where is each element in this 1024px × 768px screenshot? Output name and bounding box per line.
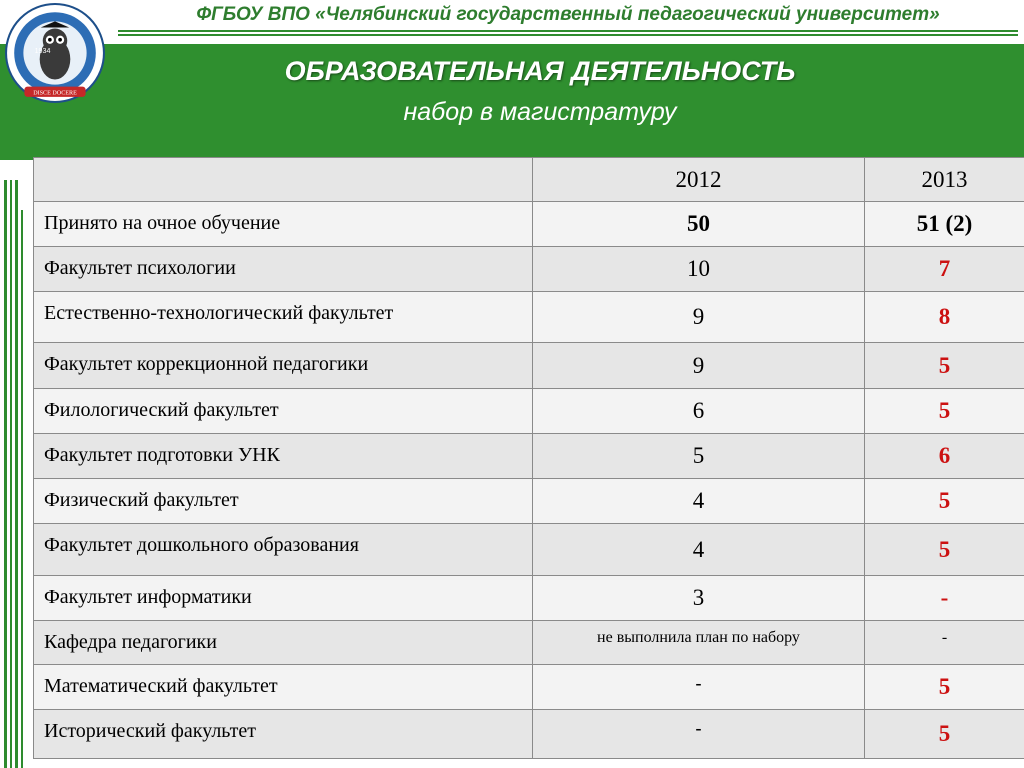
page-title: ОБРАЗОВАТЕЛЬНАЯ ДЕЯТЕЛЬНОСТЬ [284,56,796,86]
top-bar [0,0,1024,36]
row-label: Естественно-технологический факультет [34,292,533,343]
value-2012: 4 [533,479,865,524]
logo-year: 1934 [34,47,51,55]
left-decoration [4,180,28,768]
value-2013: 7 [865,247,1024,292]
header-cell-blank [34,158,533,202]
value-2013: 8 [865,292,1024,343]
value-2012: 10 [533,247,865,292]
row-label: Факультет дошкольного образования [34,524,533,576]
row-label: Факультет информатики [34,576,533,621]
owl-emblem-icon [4,2,106,104]
value-2012: 9 [533,343,865,389]
value-2012: 4 [533,524,865,576]
row-label: Факультет психологии [34,247,533,292]
table-row [34,524,1024,576]
value-2013: - [865,621,1024,665]
value-2012: 3 [533,576,865,621]
table-row [34,247,1024,292]
row-label: Исторический факультет [34,710,533,759]
value-2013: 5 [865,710,1024,759]
table-header-row [34,158,1024,202]
table-row [34,710,1024,759]
value-2012: 6 [533,389,865,434]
header-divider [118,30,1018,38]
value-2012: - [533,710,865,759]
table-row [34,389,1024,434]
page-subtitle: набор в магистратуру [403,98,677,126]
row-label: Филологический факультет [34,389,533,434]
value-2013: 51 (2) [865,202,1024,247]
table-row [34,343,1024,389]
value-2013: 5 [865,343,1024,389]
table-row [34,479,1024,524]
value-2012: 9 [533,292,865,343]
header-2013: 2013 [865,158,1024,202]
row-label: Физический факультет [34,479,533,524]
value-2012: - [533,665,865,710]
row-label: Кафедра педагогики [34,621,533,665]
value-2012: не выполнила план по набору [533,621,865,665]
university-name: ФГБОУ ВПО «Челябинский государственный педагогический университет» [196,4,940,25]
row-label: Факультет подготовки УНК [34,434,533,479]
table-row [34,665,1024,710]
value-2013: 5 [865,479,1024,524]
logo-motto: DISCE DOCERE [33,90,77,97]
value-2013: 5 [865,389,1024,434]
value-2013: 6 [865,434,1024,479]
value-2013: - [865,576,1024,621]
admission-table [33,157,1024,759]
row-label: Факультет коррекционной педагогики [34,343,533,389]
table-row [34,621,1024,665]
value-2012: 5 [533,434,865,479]
table-row [34,576,1024,621]
table-row [34,292,1024,343]
table-row [34,434,1024,479]
row-label: Математический факультет [34,665,533,710]
header-2012: 2012 [533,158,865,202]
table-row [34,202,1024,247]
value-2013: 5 [865,665,1024,710]
value-2013: 5 [865,524,1024,576]
row-label: Принято на очное обучение [34,202,533,247]
value-2012: 50 [533,202,865,247]
